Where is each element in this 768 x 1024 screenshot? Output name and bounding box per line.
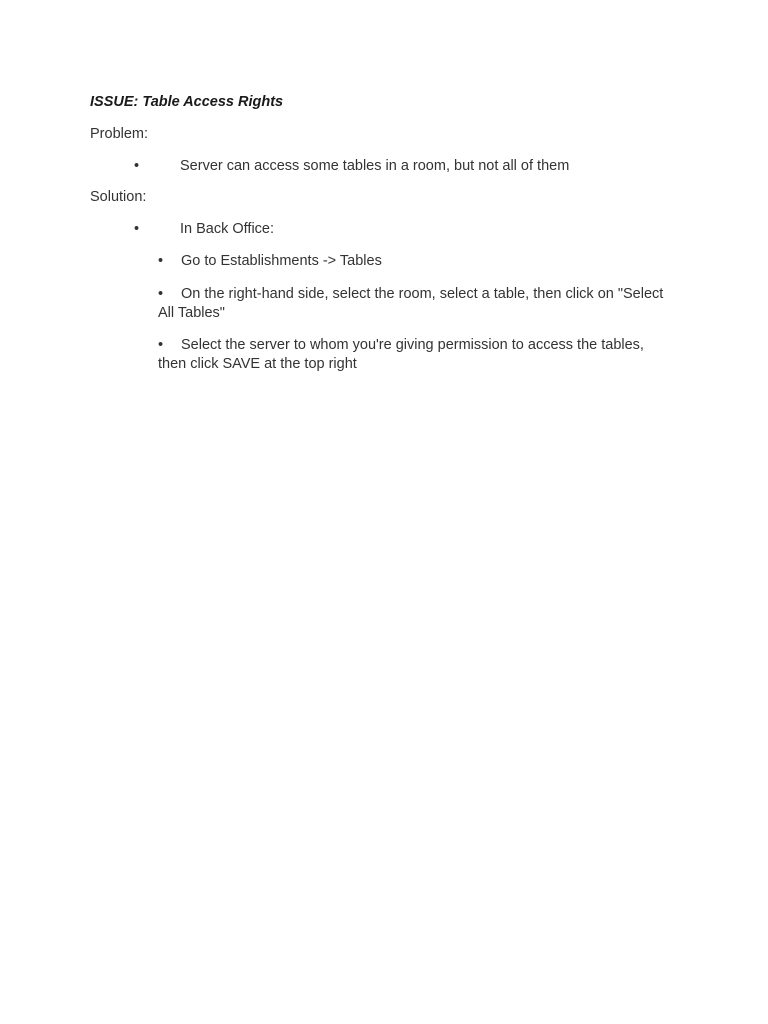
bullet-icon: •: [158, 253, 164, 269]
solution-subitem-text: Select the server to whom you're giving permission to access the tables, then click SAVE at the top right: [158, 337, 644, 372]
bullet-icon: •: [134, 158, 140, 174]
bullet-icon: •: [158, 337, 164, 353]
solution-subitem-text: On the right-hand side, select the room, select a table, then click on "Select All Tables": [158, 286, 664, 321]
solution-subitem: [158, 336, 668, 374]
problem-item-text: Server can access some tables in a room, but not all of them: [180, 158, 570, 174]
solution-label: Solution:: [90, 189, 147, 205]
bullet-icon: •: [134, 221, 140, 237]
solution-subitem-text: Go to Establishments -> Tables: [181, 253, 382, 269]
issue-title: ISSUE: Table Access Rights: [90, 94, 284, 110]
solution-item-text: In Back Office:: [180, 221, 275, 237]
problem-label: Problem:: [90, 126, 149, 142]
solution-subitem: [158, 252, 668, 271]
solution-subitem: [158, 285, 668, 323]
bullet-icon: •: [158, 286, 164, 302]
